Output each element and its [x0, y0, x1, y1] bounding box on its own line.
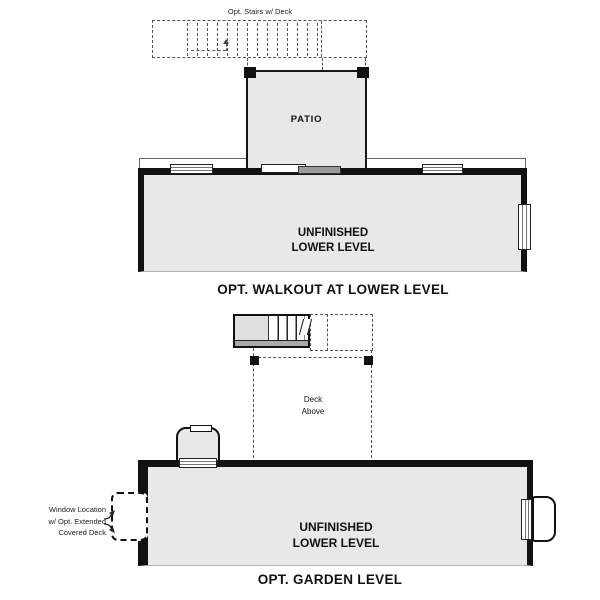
walkout-room-label-line1: UNFINISHED [297, 227, 369, 239]
deck-above-label-line1: Deck [303, 395, 323, 404]
note-arrow-top-icon [103, 509, 116, 520]
window-location-note [24, 504, 106, 539]
deck-above-post-right [364, 356, 373, 365]
top-wall-window-right [422, 164, 463, 174]
note-arrow-bottom-icon [103, 523, 116, 534]
window-location-dashed-box [111, 492, 148, 541]
patio-label: PATIO [290, 114, 323, 125]
garden-stairs-dashed-outline [310, 314, 373, 351]
stair-bottom-edge [235, 340, 308, 346]
opt-stair-run-divider [321, 21, 322, 57]
garden-right-bay-window [532, 496, 556, 542]
walkout-caption: OPT. WALKOUT AT LOWER LEVEL [217, 282, 449, 297]
walkout-room-label-line2: LOWER LEVEL [291, 242, 375, 254]
patio-area [246, 70, 367, 168]
patio-post-left [244, 67, 256, 78]
deck-above-post-left [250, 356, 259, 365]
bay-window-notch [190, 425, 212, 432]
window-location-note-line1: Window Location [48, 505, 106, 514]
deck-above-dashed-top [253, 357, 372, 358]
window-location-note-line3: Covered Deck [58, 528, 106, 537]
walkout-building [138, 168, 527, 272]
stair-direction-arrowhead-icon [223, 39, 229, 44]
sliding-door-slider-panel [298, 166, 341, 174]
window-location-note-line2: w/ Opt. Extended [48, 516, 106, 526]
deck-connector-dashed [322, 58, 323, 70]
garden-caption: OPT. GARDEN LEVEL [257, 572, 403, 587]
stair-landing [235, 316, 269, 341]
opt-stair-treads-dashed [187, 21, 318, 57]
deck-above-label-line2: Above [301, 406, 325, 416]
deck-above-label [263, 394, 363, 417]
patio-post-right [357, 67, 369, 78]
right-wall-window [518, 204, 531, 250]
garden-stairs-dashed-divider [327, 314, 328, 351]
garden-right-wall-window [521, 499, 532, 540]
garden-room-label-line1: UNFINISHED [299, 520, 373, 534]
stair-direction-arrow-hook [226, 44, 227, 51]
garden-stairs [233, 314, 310, 348]
stair-direction-arrow [191, 50, 226, 51]
bay-window-opening [179, 458, 217, 468]
deck-above-dashed-right [371, 350, 372, 458]
walkout-room-label [183, 226, 483, 256]
garden-room-label-line2: LOWER LEVEL [292, 536, 380, 550]
garden-room-label [186, 519, 486, 551]
top-wall-window-left [170, 164, 213, 174]
opt-stairs-deck-label: Opt. Stairs w/ Deck [227, 7, 293, 16]
